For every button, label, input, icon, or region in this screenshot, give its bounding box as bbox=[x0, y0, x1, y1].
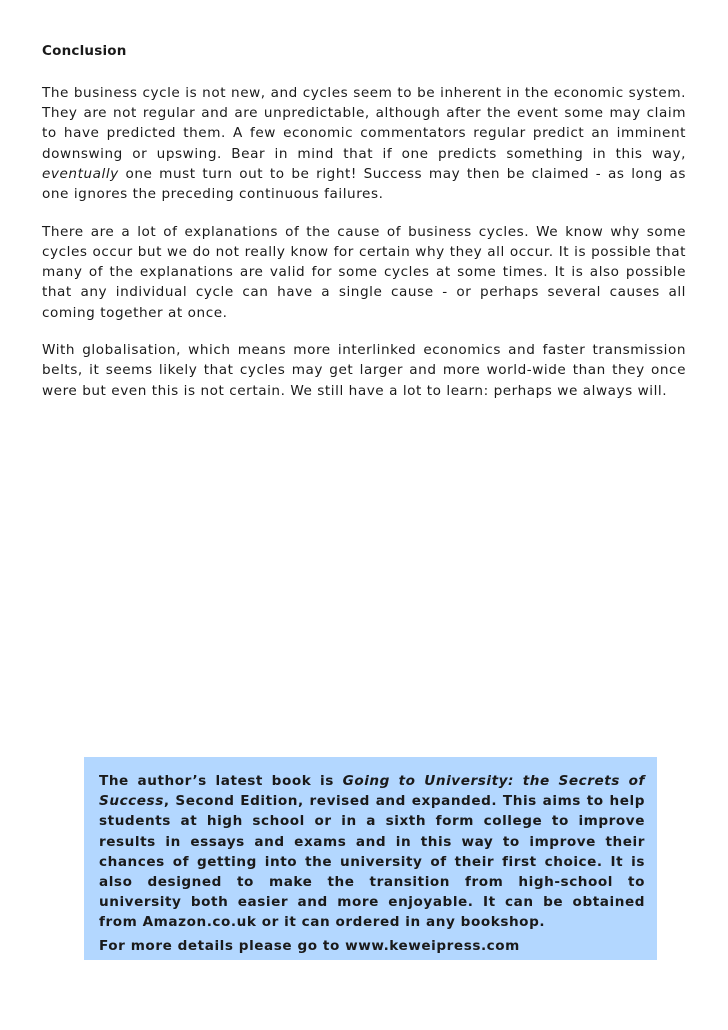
book-promo-body: , Second Edition, revised and expanded. This aims to help students at high school or in a sixth form college to improve results in essays and exams and in this way to improve their chances of getting into the university of their first choice. It is also designed to make the transition from high-school to university both easier and more enjoyable. It can be obtained from Amazon.co.uk or it can ordered in any bookshop. bbox=[99, 793, 645, 931]
paragraph-1-text-a: The business cycle is not new, and cycles seem to be inherent in the economic system. They are not regular and are unpredictable, although after the event some may claim to have predicted them. A few economic commentators regular predict an imminent downswing or upswing. Bear in mind that if one predicts something in this way, bbox=[42, 85, 686, 162]
paragraph-1-text-b: one must turn out to be right! Success may then be claimed - as long as one ignores the preceding continuous failures. bbox=[42, 165, 686, 203]
book-promo-box bbox=[84, 757, 657, 960]
section-heading: Conclusion bbox=[42, 43, 127, 59]
more-details-text: For more details please go to www.keweipress.com bbox=[99, 937, 520, 954]
book-promo-intro: The author’s latest book is bbox=[99, 773, 343, 789]
book-title: Going to University: the Secrets of Success bbox=[99, 773, 645, 810]
paragraph-1-emphasis: eventually bbox=[42, 165, 119, 182]
paragraph-1 bbox=[42, 83, 686, 204]
paragraph-2: There are a lot of explanations of the cause of business cycles. We know why some cycles occur but we do not really know for certain why they all occur. It is possible that many of the explanations are valid for some cycles at some times. It is also possible that any individual cycle can have a single cause - or perhaps several causes all coming together at once. bbox=[42, 223, 686, 321]
paragraph-3: With globalisation, which means more interlinked economics and faster transmission belts, it seems likely that cycles may get larger and more world-wide than they once were but even this is not certain. We still have a lot to learn: perhaps we always will. bbox=[42, 342, 686, 399]
document-body bbox=[42, 38, 686, 418]
book-promo-text bbox=[99, 771, 645, 933]
